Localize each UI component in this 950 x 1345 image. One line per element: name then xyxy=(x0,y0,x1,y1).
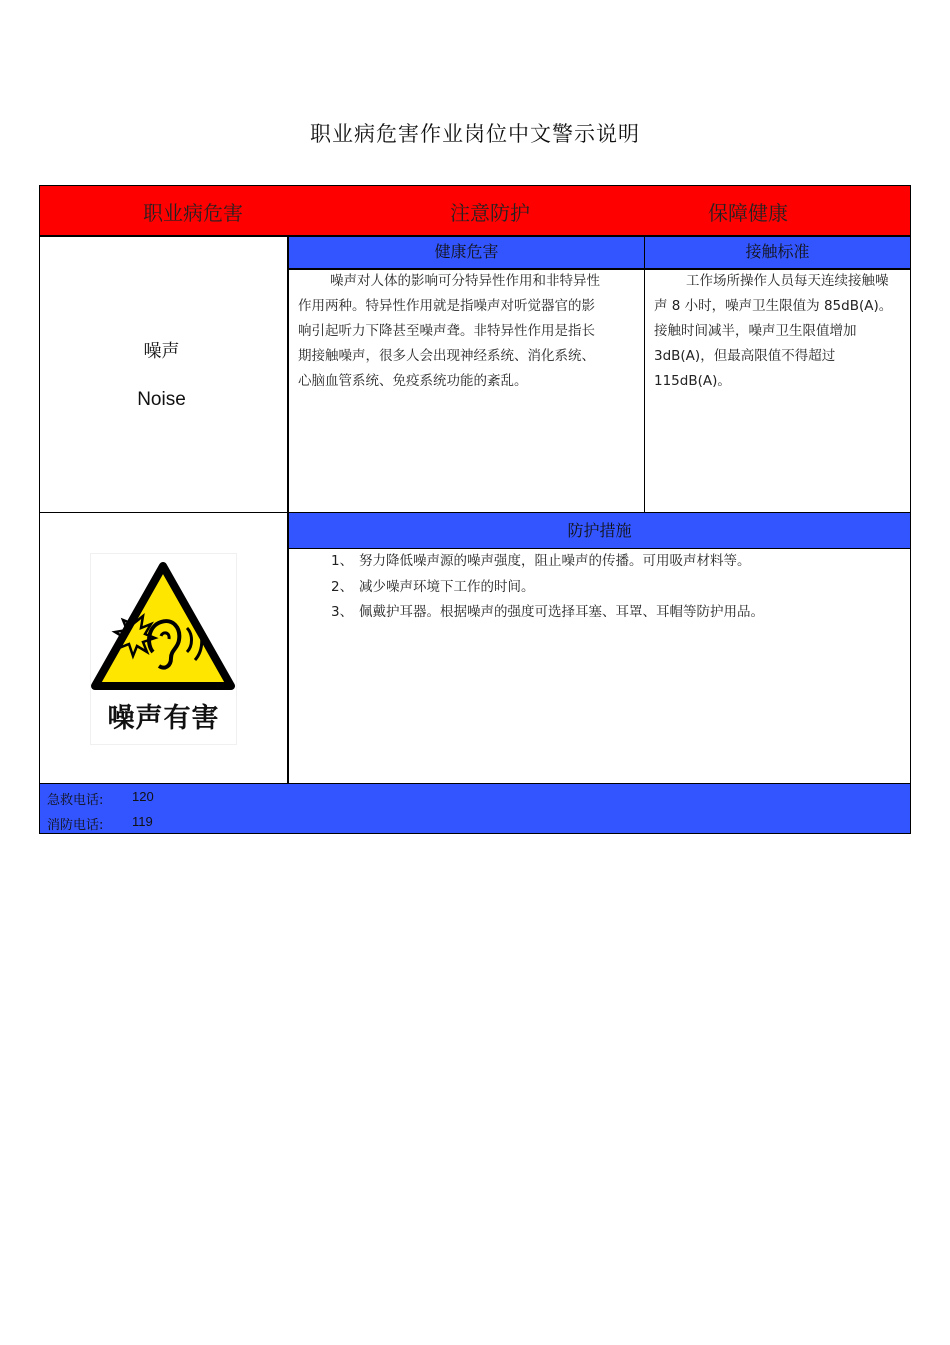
protection-item: 2、 减少噪声环境下工作的时间。 xyxy=(331,578,535,595)
warning-sign-caption: 噪声有害 xyxy=(107,703,220,734)
noise-warning-sign xyxy=(90,553,237,745)
health-harm-header: 健康危害 xyxy=(288,236,645,269)
warning-card xyxy=(39,185,911,835)
protection-list xyxy=(289,549,889,626)
exposure-standard-text: 工作场所操作人员每天连续接触噪声 8 小时，噪声卫生限值为 85dB(A)。接触时间减半，噪声卫生限值增加 3dB(A)，但最高限值不得超过 115dB(A)。 xyxy=(654,273,893,389)
banner-hazard: 职业病危害 xyxy=(143,201,243,225)
health-harm-cell xyxy=(288,269,645,513)
page-title: 职业病危害作业岗位中文警示说明 xyxy=(310,122,640,146)
banner xyxy=(39,185,911,236)
fire-number: 119 xyxy=(132,814,153,829)
protection-header: 防护措施 xyxy=(288,512,911,549)
contacts-footer xyxy=(39,783,911,834)
hazard-name-cell xyxy=(39,236,288,513)
protection-item: 3、 佩戴护耳器。根据噪声的强度可选择耳塞、耳罩、耳帽等防护用品。 xyxy=(331,604,764,620)
emergency-number: 120 xyxy=(132,789,154,804)
banner-protection: 注意防护 xyxy=(450,201,530,225)
warning-sign-cell xyxy=(39,512,288,784)
hazard-name-cn: 噪声 xyxy=(143,341,180,362)
health-harm-text: 噪声对人体的影响可分特异性作用和非特异性作用两种。特异性作用就是指噪声对听觉器官的影响引起听力下降甚至噪声聋。非特异性作用是指长期接触噪声，很多人会出现神经系统、消化系统、心脑血管系统、免疫系统功能的紊乱。 xyxy=(298,273,600,389)
hazard-name-en: Noise xyxy=(137,389,186,410)
exposure-standard-header: 接触标准 xyxy=(644,236,911,269)
banner-health: 保障健康 xyxy=(708,201,788,225)
exposure-standard-cell xyxy=(644,269,911,513)
protection-cell xyxy=(288,548,911,784)
protection-item: 1、 努力降低噪声源的噪声强度，阻止噪声的传播。可用吸声材料等。 xyxy=(331,553,751,569)
fire-label: 消防电话: xyxy=(47,818,104,833)
emergency-label: 急救电话: xyxy=(47,793,104,808)
